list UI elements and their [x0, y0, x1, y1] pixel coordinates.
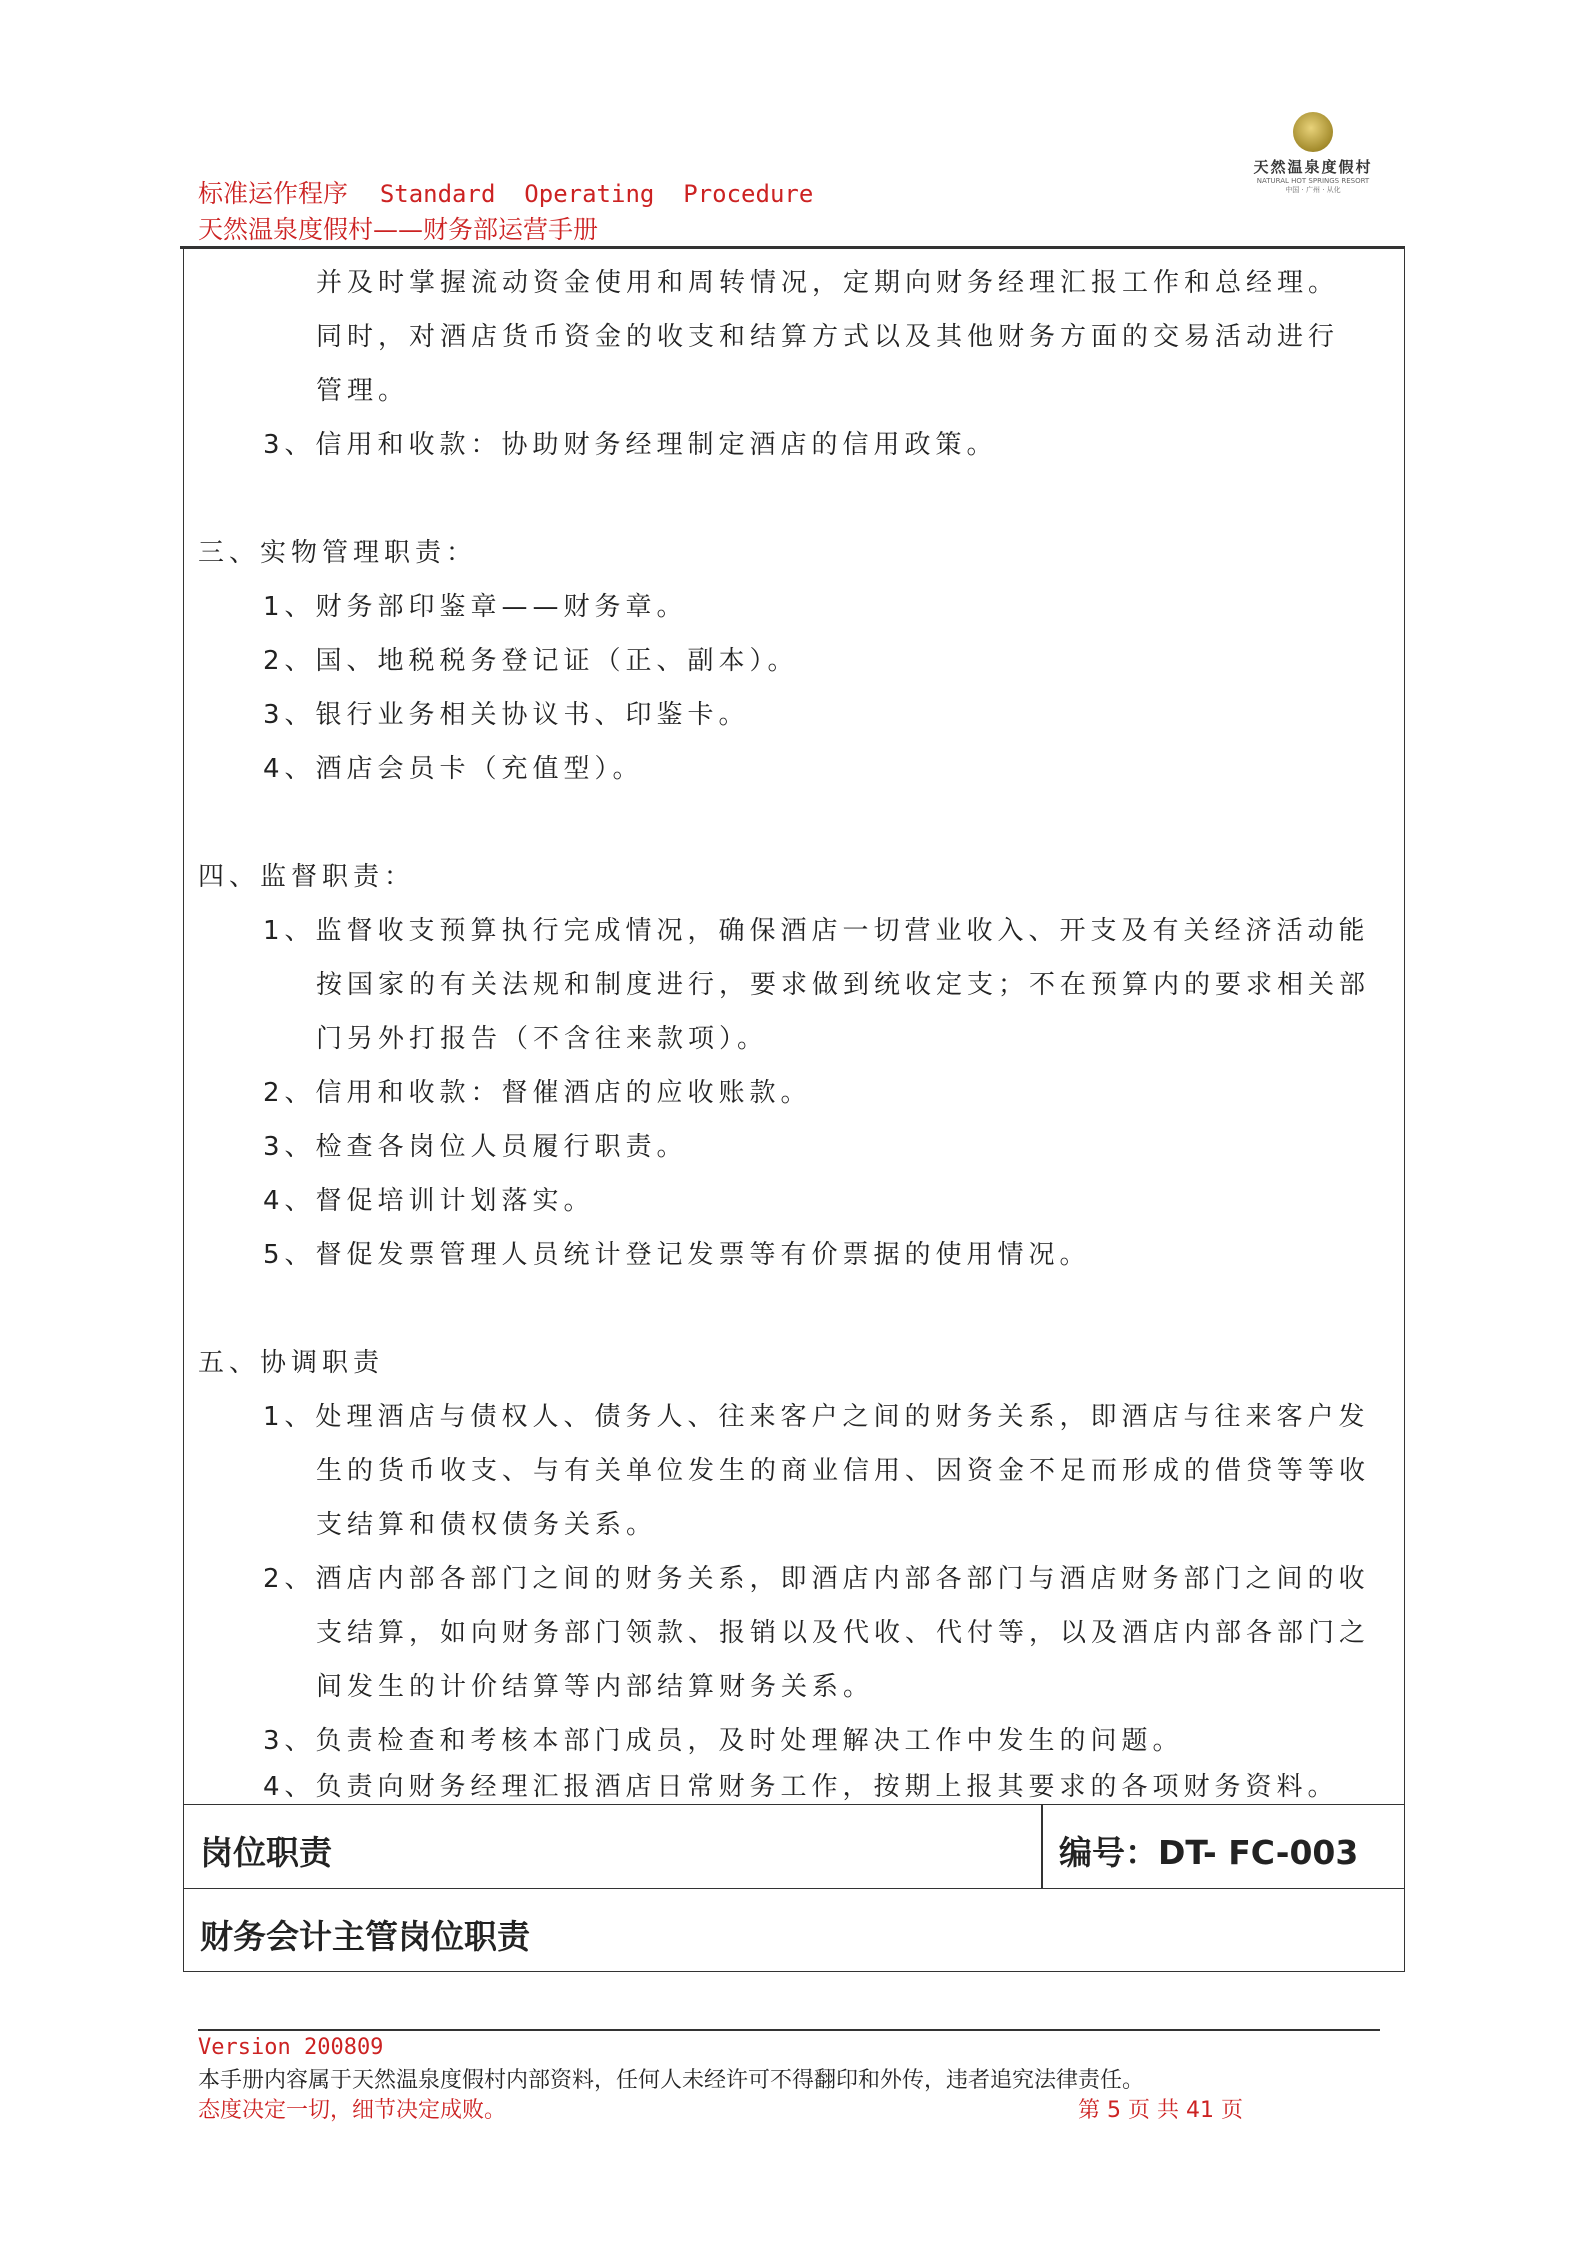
body-line: 管理。: [316, 376, 410, 406]
list-item: 3、负责检查和考核本部门成员，及时处理解决工作中发生的问题。: [263, 1726, 1184, 1756]
header-title: [198, 174, 813, 210]
table-cell-divider: [1041, 1805, 1043, 1889]
document-code: 编号：DT- FC-003: [1059, 1833, 1359, 1872]
list-item: 2、酒店内部各部门之间的财务关系，即酒店内部各部门与酒店财务部门之间的收: [263, 1564, 1370, 1594]
body-line: 间发生的计价结算等内部结算财务关系。: [316, 1672, 875, 1702]
table-title: 岗位职责: [200, 1833, 332, 1872]
list-item: 1、财务部印鉴章——财务章。: [263, 592, 688, 622]
body-line: 支结算和债权债务关系。: [316, 1510, 658, 1540]
logo-emblem-icon: [1293, 112, 1333, 152]
header-title-en: Standard Operating Procedure: [379, 180, 814, 208]
footer-notice: 本手册内容属于天然温泉度假村内部资料，任何人未经许可不得翻印和外传，违者追究法律责任。: [198, 2068, 1145, 2093]
page-number: 第 5 页 共 41 页: [1078, 2098, 1243, 2123]
list-item: 4、督促培训计划落实。: [263, 1186, 595, 1216]
position-title: 财务会计主管岗位职责: [200, 1917, 530, 1956]
table-row: [184, 1805, 1404, 1889]
body-line: 生的货币收支、与有关单位发生的商业信用、因资金不足而形成的借贷等等收: [316, 1456, 1371, 1486]
logo-subtitle-en: NATURAL HOT SPRINGS RESORT: [1256, 177, 1370, 185]
list-item: 4、酒店会员卡（充值型）。: [263, 754, 644, 784]
body-line: 按国家的有关法规和制度进行，要求做到统收定支；不在预算内的要求相关部: [316, 970, 1371, 1000]
job-duty-table: [183, 1804, 1405, 1972]
logo-name: 天然温泉度假村: [1253, 158, 1373, 176]
footer-version: Version 200809: [198, 2035, 384, 2060]
list-item: 1、监督收支预算执行完成情况，确保酒店一切营业收入、开支及有关经济活动能: [263, 916, 1370, 946]
footer-divider: [198, 2029, 1380, 2031]
footer-motto: 态度决定一切，细节决定成败。: [198, 2098, 507, 2123]
body-line: 同时，对酒店货币资金的收支和结算方式以及其他财务方面的交易活动进行: [316, 322, 1340, 352]
list-item: 3、检查各岗位人员履行职责。: [263, 1132, 688, 1162]
body-line: 支结算，如向财务部门领款、报销以及代收、代付等，以及酒店内部各部门之: [316, 1618, 1371, 1648]
body-line: 门另外打报告（不含往来款项）。: [316, 1024, 769, 1054]
section-heading: 四、监督职责：: [198, 862, 416, 892]
list-item: 2、国、地税税务登记证（正、副本）。: [263, 646, 799, 676]
body-line: 并及时掌握流动资金使用和周转情况，定期向财务经理汇报工作和总经理。: [316, 268, 1340, 298]
list-item: 3、信用和收款：协助财务经理制定酒店的信用政策。: [263, 430, 998, 460]
list-item: 5、督促发票管理人员统计登记发票等有价票据的使用情况。: [263, 1240, 1091, 1270]
list-item: 4、负责向财务经理汇报酒店日常财务工作，按期上报其要求的各项财务资料。: [263, 1772, 1339, 1802]
list-item: 3、银行业务相关协议书、印鉴卡。: [263, 700, 750, 730]
list-item: 2、信用和收款：督催酒店的应收账款。: [263, 1078, 812, 1108]
resort-logo: [1248, 112, 1378, 192]
logo-subtitle-cn: 中国 · 广州 · 从化: [1285, 186, 1341, 194]
header-title-cn: 标准运作程序: [198, 179, 349, 208]
header-subtitle: 天然温泉度假村——财务部运营手册: [198, 215, 599, 244]
section-heading: 五、协调职责: [198, 1348, 385, 1378]
section-heading: 三、实物管理职责：: [198, 538, 478, 568]
list-item: 1、处理酒店与债权人、债务人、往来客户之间的财务关系，即酒店与往来客户发: [263, 1402, 1370, 1432]
